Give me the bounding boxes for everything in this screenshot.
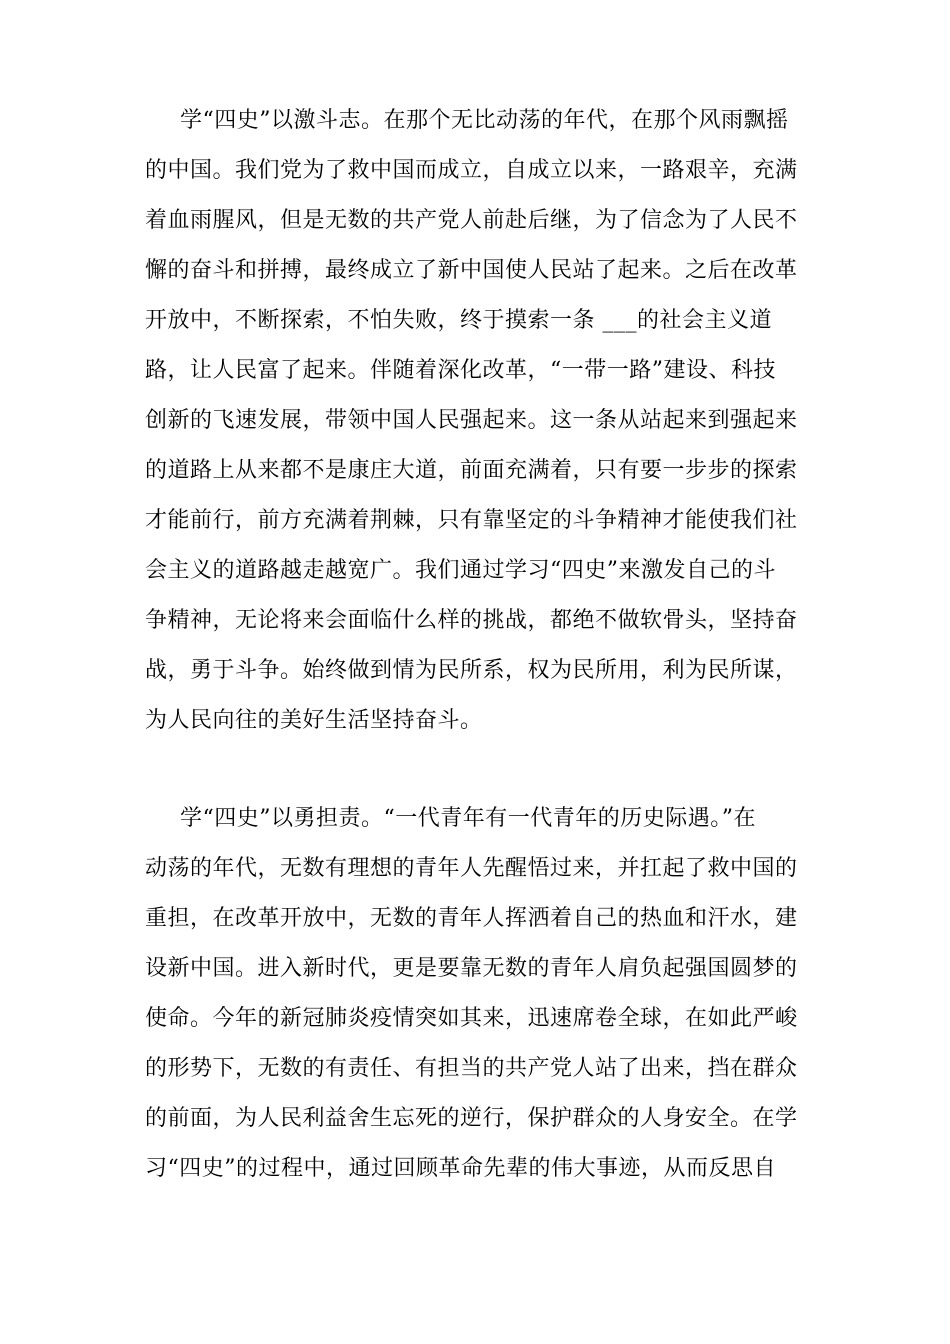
text-line: 争精神，无论将来会面临什么样的挑战，都绝不做软骨头，坚持奋 <box>145 608 798 633</box>
text-line: 才能前行，前方充满着荆棘，只有靠坚定的斗争精神才能使我们社 <box>145 508 798 533</box>
text-line: 着血雨腥风，但是无数的共产党人前赴后继，为了信念为了人民不 <box>145 208 798 233</box>
text-line: 懈的奋斗和拼搏，最终成立了新中国使人民站了起来。之后在改革 <box>145 258 798 283</box>
text-line: 的道路上从来都不是康庄大道，前面充满着，只有要一步步的探索 <box>145 458 798 483</box>
text-line: 路，让人民富了起来。伴随着深化改革，“一带一路”建设、科技 <box>145 358 776 383</box>
text-line: 创新的飞速发展，带领中国人民强起来。这一条从站起来到强起来 <box>145 408 798 433</box>
text-line: 学“四史”以激斗志。在那个无比动荡的年代，在那个风雨飘摇 <box>180 108 789 133</box>
text-line: 重担，在改革开放中，无数的青年人挥洒着自己的热血和汗水，建 <box>145 906 798 931</box>
text-line: 的中国。我们党为了救中国而成立，自成立以来，一路艰辛，充满 <box>145 158 798 183</box>
text-line: 动荡的年代，无数有理想的青年人先醒悟过来，并扛起了救中国的 <box>145 856 798 881</box>
text-line: 为人民向往的美好生活坚持奋斗。 <box>145 708 483 733</box>
text-line: 设新中国。进入新时代，更是要靠无数的青年人肩负起强国圆梦的 <box>145 956 798 981</box>
text-line: 的形势下，无数的有责任、有担当的共产党人站了出来，挡在群众 <box>145 1056 798 1081</box>
text-line: 使命。今年的新冠肺炎疫情突如其来，迅速席卷全球，在如此严峻 <box>145 1006 798 1031</box>
text-line: 学“四史”以勇担责。“一代青年有一代青年的历史际遇。”在 <box>180 806 756 831</box>
text-line: 习“四史”的过程中，通过回顾革命先辈的伟大事迹，从而反思自 <box>145 1156 776 1181</box>
text-line: 会主义的道路越走越宽广。我们通过学习“四史”来激发自己的斗 <box>145 558 776 583</box>
text-line: 的前面，为人民利益舍生忘死的逆行，保护群众的人身安全。在学 <box>145 1106 798 1131</box>
text-line: 开放中，不断探索，不怕失败，终于摸索一条 ___的社会主义道 <box>145 308 772 333</box>
text-line: 战，勇于斗争。始终做到情为民所系，权为民所用，利为民所谋， <box>145 658 798 683</box>
